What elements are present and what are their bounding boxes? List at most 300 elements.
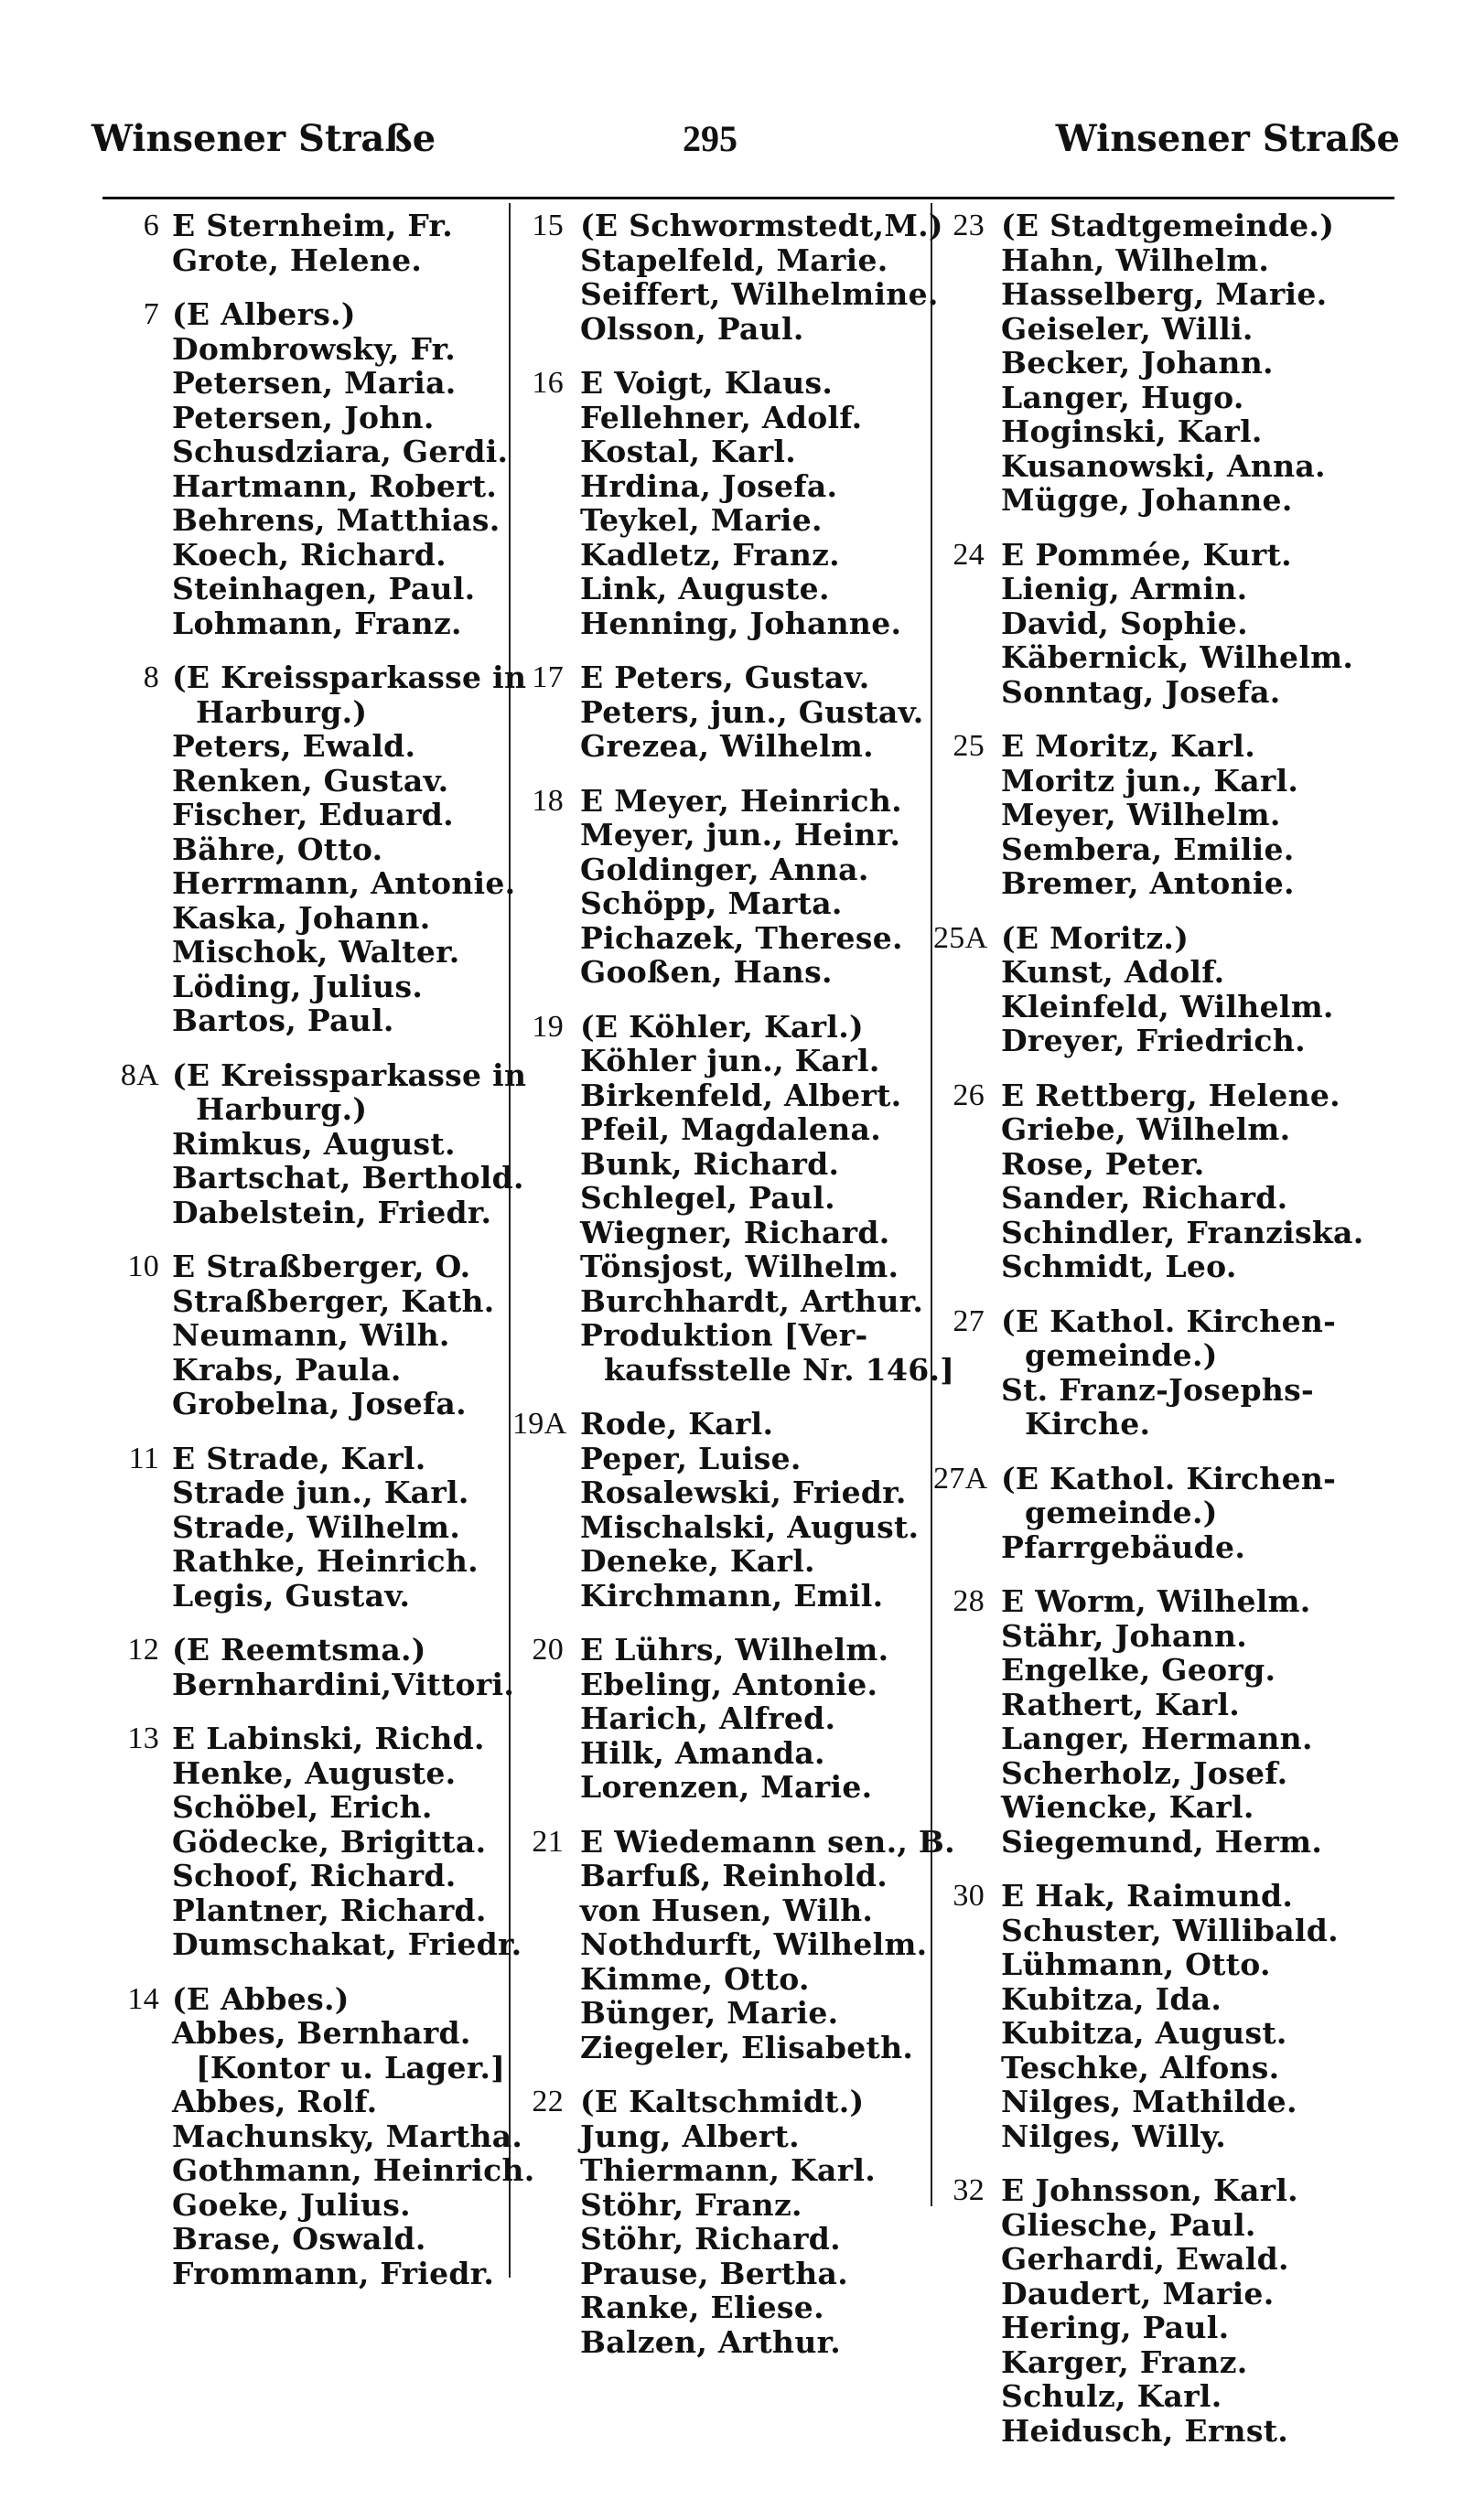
house-entry [933,729,1372,901]
resident-name: Kunst, Adolf. [1001,954,1225,990]
resident-name: E Worm, Wilhelm. [1001,1583,1311,1619]
resident-name: E Rettberg, Helene. [1001,1077,1340,1113]
resident-line [933,2208,1372,2243]
resident-name: Bremer, Antonie. [1001,865,1295,901]
resident-name: Petersen, Maria. [172,365,457,401]
resident-line [933,2051,1372,2086]
house-entry [512,784,933,990]
resident-name: Balzen, Arthur. [580,2323,842,2360]
resident-line [101,469,503,504]
resident-name: E Labinski, Richd. [172,1721,485,1756]
resident-line [933,277,1372,312]
resident-line [933,2242,1372,2277]
resident-name: Heidusch, Ernst. [1001,2412,1289,2449]
resident-line [512,1962,933,1997]
resident-line [101,970,503,1004]
house-number: 24 [953,537,985,572]
resident-name: Harburg.) [196,1091,368,1127]
house-number: 26 [953,1078,985,1112]
house-number: 27 [953,1303,985,1338]
entry-gap [933,1442,1372,1462]
resident-line [512,886,933,921]
house-number: 22 [532,2085,564,2118]
entry-gap [101,1613,503,1633]
resident-name: Gödecke, Brigitta. [172,1823,487,1860]
resident-name: Schindler, Franziska. [1001,1214,1364,1250]
house-number: 18 [532,783,564,818]
resident-line [512,606,933,641]
resident-name: Abbes, Rolf. [172,2084,378,2119]
resident-line [101,901,503,936]
resident-name: Abbes, Bernhard. [172,2015,471,2051]
resident-name: E Strade, Karl. [172,1440,426,1476]
column-1 [101,208,535,2291]
house-entry [512,660,933,764]
resident-name: Lühmann, Otto. [1001,1946,1271,1982]
resident-line [933,2414,1372,2449]
resident-name: Kubitza, August. [1001,2015,1287,2051]
resident-line [512,276,939,312]
resident-line [933,1181,1372,1216]
house-entry [101,1249,503,1421]
house-number: 30 [953,1879,985,1913]
resident-name: Wiencke, Karl. [1001,1789,1254,1825]
resident-name: Becker, Johann. [1001,345,1274,381]
resident-name: Dumschakat, Friedr. [172,1926,522,1962]
resident-line [933,729,1372,764]
resident-line [512,1859,933,1893]
entry-gap [101,640,503,660]
resident-name: Rathke, Heinrich. [172,1543,479,1579]
resident-line [512,1579,933,1614]
resident-line [933,606,1372,641]
resident-line [933,832,1372,867]
entry-gap [512,990,933,1010]
resident-line [512,2153,933,2188]
resident-name: Schmidt, Leo. [1001,1249,1237,1284]
resident-name: Stöhr, Franz. [580,2186,802,2223]
resident-line [512,695,933,730]
resident-name: gemeinde.) [1025,1337,1218,1373]
resident-line [933,1338,1372,1373]
resident-line [101,2085,503,2119]
resident-line [933,2016,1372,2051]
resident-line [512,243,933,278]
resident-name: Strade jun., Karl. [172,1474,469,1510]
resident-line [101,1544,503,1579]
resident-name: Ranke, Eliese. [580,2289,824,2325]
resident-line [101,2188,503,2223]
resident-line [101,1318,503,1353]
house-number: 25 [953,729,985,763]
house-entry [933,1584,1372,1859]
resident-name: (E Reemtsma.) [172,1632,426,1667]
resident-line [101,935,503,970]
resident-name: E Pommée, Kurt. [1001,536,1292,573]
resident-line [933,538,1372,573]
resident-name: Bartschat, Berthold. [172,1160,524,1196]
house-number: 19 [532,1009,564,1044]
resident-line [933,1216,1372,1250]
resident-name: [Kontor u. Lager.] [196,2049,506,2086]
resident-name: Olsson, Paul. [580,310,804,347]
resident-name: Geiseler, Willi. [1001,310,1254,347]
resident-name: St. Franz-Josephs- [1001,1371,1315,1408]
resident-name: Sembera, Emilie. [1001,831,1295,867]
resident-line [933,921,1372,956]
resident-line [512,1927,933,1962]
house-entry [101,1632,515,1702]
resident-line [512,784,933,819]
entry-gap [512,640,933,660]
house-number: 16 [532,366,564,400]
resident-name: Nilges, Willy. [1001,2118,1227,2154]
resident-name: Grote, Helene. [172,241,423,278]
resident-line [512,1442,933,1476]
resident-name: Moritz jun., Karl. [1001,762,1299,799]
resident-line [101,332,503,367]
resident-line [933,346,1372,381]
house-number: 20 [532,1633,564,1667]
resident-line [101,1127,503,1162]
resident-name: Gerhardi, Ewald. [1001,2241,1289,2277]
resident-line [101,1666,515,1702]
resident-name: (E Kathol. Kirchen- [1001,1303,1337,1339]
house-number: 32 [953,2173,985,2207]
resident-name: Peters, jun., Gustav. [580,693,924,730]
resident-name: Neumann, Wilh. [172,1317,450,1353]
resident-line [933,381,1372,415]
house-entry [512,1823,955,2065]
resident-name: E Sternheim, Fr. [172,208,454,243]
resident-name: Fischer, Eduard. [172,797,454,832]
resident-line [101,2016,503,2051]
resident-name: Dabelstein, Friedr. [172,1194,492,1230]
resident-line [512,1112,933,1147]
house-number: 17 [532,660,564,694]
resident-line [101,366,503,401]
resident-line [101,1056,527,1093]
resident-line [101,2049,506,2086]
entry-gap [101,1229,503,1249]
entry-gap [512,1387,933,1407]
house-number: 14 [127,1981,159,2016]
resident-name: Hilk, Amanda. [580,1734,825,1771]
resident-line [512,312,933,347]
entry-gap [101,1421,503,1442]
resident-line [101,434,509,469]
resident-line [101,2152,535,2188]
resident-name: Burchhardt, Arthur. [580,1282,924,1319]
column-3 [933,208,1372,2449]
resident-name: Prause, Bertha. [580,2255,849,2291]
column-2 [512,208,955,2360]
resident-name: E Peters, Gustav. [580,659,870,695]
resident-line [512,818,933,853]
resident-name: Peters, Ewald. [172,728,416,764]
resident-line [101,1196,503,1230]
column-divider-1 [509,203,511,2278]
resident-name: Kleinfeld, Wilhelm. [1001,988,1334,1024]
resident-line [512,729,933,764]
resident-name: (E Albers.) [172,296,356,332]
resident-line [101,243,503,278]
resident-line [933,2119,1372,2154]
resident-line [101,2118,523,2154]
resident-name: Seiffert, Wilhelmine. [580,276,939,312]
resident-line [101,1442,503,1476]
house-entry [512,366,933,640]
resident-line [933,798,1372,832]
resident-name: Sander, Richard. [1001,1180,1288,1216]
resident-name: Goeke, Julius. [172,2186,411,2223]
resident-line [933,243,1372,278]
resident-line [101,1721,503,1756]
resident-line [512,1475,933,1510]
resident-name: Meyer, jun., Heinr. [580,817,901,853]
resident-name: Kostal, Karl. [580,434,797,469]
resident-line [101,1756,503,1791]
resident-name: E Wiedemann sen., B. [580,1823,955,1860]
house-entry [933,2173,1372,2448]
resident-line [933,1373,1372,1408]
resident-name: E Straßberger, O. [172,1249,471,1284]
house-number: 28 [953,1584,985,1618]
house-number: 15 [532,209,564,242]
resident-line [512,1318,933,1353]
resident-line [101,1926,522,1962]
resident-line [933,2085,1372,2119]
resident-line [101,1510,503,1545]
resident-line [512,1544,933,1579]
resident-line [101,503,503,538]
resident-line [512,538,933,573]
resident-line [512,1351,955,1388]
house-entry [933,1078,1372,1284]
resident-name: Peper, Luise. [580,1440,802,1476]
page-header [92,117,1400,181]
house-number: 10 [127,1249,159,1283]
house-entry [933,1304,1372,1442]
resident-line [933,1619,1372,1654]
resident-name: Hartmann, Robert. [172,467,498,504]
resident-name: Bunk, Richard. [580,1145,840,1182]
resident-line [101,1859,503,1893]
resident-name: von Husen, Wilh. [580,1892,874,1928]
resident-name: Nilges, Mathilde. [1001,2084,1297,2119]
resident-name: Kaska, Johann. [172,899,431,936]
resident-name: Gothmann, Heinrich. [172,2152,535,2188]
resident-line [512,1823,955,1860]
house-entry [512,2085,933,2359]
resident-line [512,1770,933,1805]
resident-name: Henke, Auguste. [172,1754,457,1791]
house-number: 8 [143,660,159,694]
resident-line [933,312,1372,347]
resident-line [101,832,503,867]
resident-line [101,1633,503,1667]
resident-name: Pfeil, Magdalena. [580,1111,881,1147]
resident-name: Ziegeler, Elisabeth. [580,2029,914,2065]
resident-name: Siegemund, Herm. [1001,1823,1323,1860]
resident-line [933,1496,1372,1530]
resident-line [101,1982,503,2017]
resident-name: Rimkus, August. [172,1125,456,1162]
resident-line [101,865,516,901]
resident-line [933,1825,1372,1860]
entry-gap [933,1284,1372,1304]
house-number: 27A [933,1461,988,1496]
resident-line [101,2222,503,2257]
resident-line [933,414,1372,449]
resident-line [101,209,503,243]
resident-name: Harich, Alfred. [580,1700,836,1736]
resident-name: Rathert, Karl. [1001,1686,1241,1722]
resident-line [512,1510,933,1545]
resident-name: Petersen, John. [172,399,435,435]
resident-name: (E Schwormstedt,M.) [580,208,943,243]
resident-name: Stapelfeld, Marie. [580,241,888,278]
entry-gap [933,1859,1372,1879]
resident-name: Mischalski, August. [580,1508,920,1545]
resident-line [933,764,1372,799]
resident-name: Lorenzen, Marie. [580,1769,873,1805]
resident-line [933,209,1372,243]
entry-gap [512,1613,933,1633]
resident-name: Wiegner, Richard. [580,1214,890,1250]
resident-name: E Lührs, Wilhelm. [580,1632,889,1667]
house-entry [101,1721,522,1962]
entry-gap [101,1701,503,1721]
house-number: 19A [512,1407,567,1441]
house-entry [933,209,1372,518]
resident-name: Kirchmann, Emil. [580,1577,884,1614]
resident-line [512,660,933,695]
resident-line [101,606,503,641]
resident-line [933,1249,1372,1284]
resident-name: E Voigt, Klaus. [580,365,834,401]
resident-name: Teschke, Alfons. [1001,2049,1280,2086]
resident-name: Bartos, Paul. [172,1003,394,1038]
resident-name: Karger, Franz. [1001,2343,1248,2380]
resident-line [512,503,933,538]
resident-line [512,2257,933,2291]
resident-line [933,1112,1372,1147]
resident-line [933,1462,1372,1496]
house-number: 13 [127,1721,159,1755]
entry-gap [933,1058,1372,1078]
resident-name: Straßberger, Kath. [172,1282,495,1319]
resident-name: Stöhr, Richard. [580,2221,841,2257]
resident-line [933,955,1372,990]
resident-name: Mischok, Walter. [172,934,460,970]
resident-name: Lienig, Armin. [1001,571,1248,606]
resident-name: Hahn, Wilhelm. [1001,241,1270,278]
entry-gap [101,1038,503,1058]
resident-line [512,955,933,990]
resident-line [101,1353,503,1388]
resident-line [101,798,503,832]
house-entry [101,1056,527,1230]
resident-line [933,1304,1372,1339]
resident-name: Dombrowsky, Fr. [172,330,457,367]
resident-line [933,990,1372,1024]
resident-name: E Moritz, Karl. [1001,728,1256,764]
resident-line [101,1160,524,1196]
resident-name: Köhler jun., Karl. [580,1043,880,1078]
resident-line [933,1688,1372,1722]
resident-name: Hasselberg, Marie. [1001,276,1328,312]
resident-line [933,640,1372,675]
resident-line [933,1721,1372,1756]
resident-line [933,675,1372,710]
resident-name: Dreyer, Friedrich. [1001,1023,1306,1058]
resident-name: Teykel, Marie. [580,502,823,538]
resident-name: Nothdurft, Wilhelm. [580,1926,928,1962]
resident-line [512,1078,933,1113]
resident-line [933,1982,1372,2017]
resident-line [512,1181,933,1216]
resident-line [933,1147,1372,1182]
entry-gap [933,1564,1372,1584]
resident-name: Engelke, Georg. [1001,1652,1276,1688]
resident-name: Machunsky, Martha. [172,2118,523,2154]
entry-gap [933,709,1372,729]
resident-name: Schuster, Willibald. [1001,1912,1339,1948]
resident-name: Gliesche, Paul. [1001,2206,1256,2243]
resident-line [512,208,943,243]
resident-name: Rode, Karl. [580,1406,774,1442]
resident-name: Meyer, Wilhelm. [1001,797,1281,832]
house-entry [512,1407,933,1613]
resident-line [933,1653,1372,1688]
header-street-left: Winsener Straße [92,117,436,160]
resident-name: Bünger, Marie. [580,1995,839,2031]
resident-line [512,2290,933,2325]
resident-line [512,366,933,401]
house-number: 21 [532,1824,564,1859]
house-entry [933,1462,1372,1565]
house-number: 25A [933,920,988,955]
resident-line [933,2379,1372,2414]
resident-name: Pichazek, Therese. [580,919,903,956]
resident-line [101,1092,503,1127]
resident-name: Langer, Hermann. [1001,1721,1313,1756]
resident-line [933,2277,1372,2311]
resident-name: (E Kreissparkasse in [172,659,527,695]
resident-name: Rose, Peter. [1001,1145,1205,1182]
entry-gap [933,901,1372,921]
house-number: 8A [120,1057,159,1092]
resident-name: Barfuß, Reinhold. [580,1858,888,1893]
resident-name: Bähre, Otto. [172,831,383,867]
entry-gap [512,2064,933,2085]
resident-line [512,1633,933,1667]
resident-line [933,1756,1372,1791]
resident-line [512,1736,933,1771]
resident-name: Link, Auguste. [580,571,830,606]
header-rule [102,197,1394,199]
resident-name: Schlegel, Paul. [580,1180,835,1216]
resident-name: Behrens, Matthias. [172,502,501,538]
resident-line [101,1790,503,1825]
resident-name: (E Kaltschmidt.) [580,2084,865,2119]
resident-name: (E Kreissparkasse in [172,1056,527,1093]
resident-line [512,1701,933,1736]
resident-line [933,1879,1372,1914]
resident-name: E Johnsson, Karl. [1001,2172,1298,2208]
resident-line [101,1579,503,1614]
